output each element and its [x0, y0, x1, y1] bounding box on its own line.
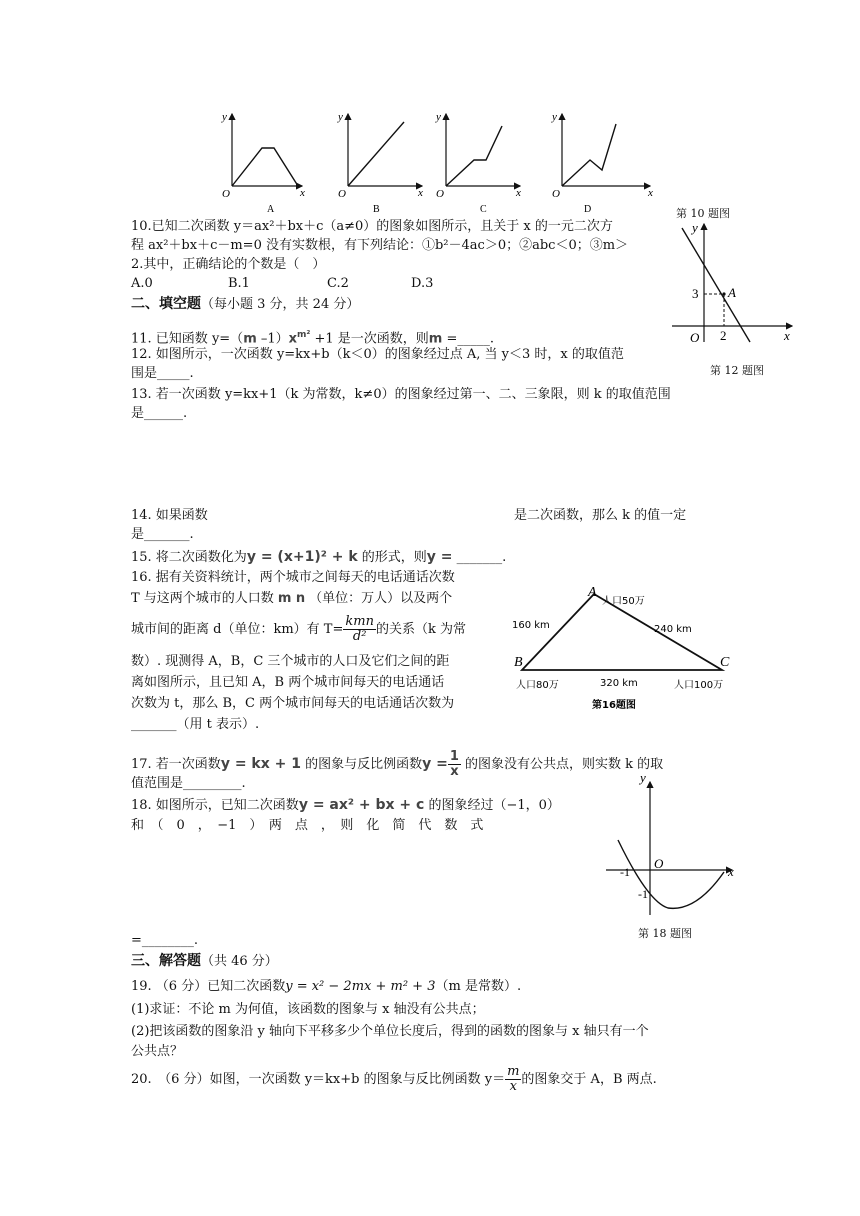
origin-label: O: [436, 188, 444, 200]
q13-line2: 是______.: [131, 406, 188, 421]
vertex-b-label: B: [514, 655, 523, 670]
option-graph-c: [435, 111, 521, 215]
x-axis-label: x: [784, 328, 790, 343]
q17-denominator: x: [450, 764, 459, 779]
y-intercept-label: -1: [638, 887, 648, 901]
distance-ac-label: 240 km: [654, 624, 692, 635]
vertex-c-label: C: [720, 655, 730, 670]
x-axis-label: x: [648, 187, 653, 199]
q16-line3a: 城市间的距离 d（单位：km）有 T=: [131, 622, 344, 637]
section2-title: 二、填空题: [131, 296, 201, 312]
q16-line2: [131, 591, 452, 607]
tick-label-3: 3: [692, 286, 699, 301]
q17-formula1: y = kx + 1: [220, 756, 301, 772]
q20-pre: 20. （6 分）如图，一次函数 y＝kx+b 的图象与反比例函数 y＝: [131, 1072, 506, 1087]
y-axis-label: y: [338, 111, 343, 123]
q10-choice-d: D.3: [411, 276, 434, 291]
q19-line1a: 19. （6 分）已知二次函数: [131, 979, 286, 994]
q17-post: 的图象没有公共点，则实数 k 的取: [460, 757, 664, 772]
x-axis-label: x: [516, 187, 521, 199]
q17-mid: 的图象与反比例函数: [300, 757, 423, 772]
q10-line3: 2.其中，正确结论的个数是（ ）: [131, 257, 326, 272]
origin-label: O: [690, 330, 700, 345]
q10-line1: 10.已知二次函数 y＝ax²＋bx＋c（a≠0）的图象如图所示，且关于 x 的一元二次方: [131, 219, 613, 234]
fig18-caption: 第 18 题图: [638, 927, 692, 940]
option-label-c: C: [480, 204, 487, 215]
q12-line1: 12. 如图所示，一次函数 y=kx+b（k＜0）的图象经过点 A, 当 y＜3 时，x 的取值范: [131, 347, 624, 362]
q16-denominator: d²: [352, 629, 367, 644]
y-axis-label: y: [552, 111, 557, 123]
q19-formula: y = x² − 2mx + m² + 3: [285, 979, 436, 994]
q16-mn: m n: [277, 591, 306, 606]
q11-m-answer: m: [428, 331, 443, 347]
x-axis-label: x: [418, 187, 423, 199]
q18-line1: [131, 797, 560, 814]
q16-line2b: （单位：万人）以及两个: [309, 591, 453, 606]
pop-a-label: 人口50万: [602, 596, 645, 607]
fig16-caption: 第16题图: [592, 700, 636, 711]
q19-line3: (2)把该函数的图象沿 y 轴向下平移多少个单位长度后，得到的函数的图象与 x 轴只有一个: [131, 1024, 649, 1039]
q17-numerator: 1: [449, 749, 459, 764]
q11-m: m: [243, 331, 257, 347]
q16-line7: _______（用 t 表示）.: [131, 717, 260, 732]
option-graph-b: [337, 111, 423, 215]
q18-line3: =________.: [131, 933, 199, 948]
y-axis-label: y: [692, 220, 698, 235]
option-graphs: [210, 104, 670, 216]
vertex-a-label: A: [588, 585, 597, 600]
q11: [131, 327, 494, 347]
y-axis-label: y: [222, 111, 227, 123]
q18-post: 的图象经过（−1，0）: [424, 798, 560, 813]
q19-line1b: （m 是常数）.: [435, 979, 522, 994]
q17-pre: 17. 若一次函数: [131, 757, 221, 772]
q11-x: x: [288, 331, 298, 347]
q18-pre: 18. 如图所示，已知二次函数: [131, 798, 299, 813]
q17-line1: [131, 750, 663, 779]
q20-post: 的图象交于 A，B 两点.: [521, 1072, 657, 1087]
q16-line3: [131, 612, 466, 648]
point-a-label: A: [728, 285, 736, 300]
origin-label: O: [338, 188, 346, 200]
q17-fraction: [448, 750, 461, 779]
q15-end: _______.: [452, 550, 507, 565]
q10-line2: 程 ax²＋bx＋c－m=0 没有实数根，有下列结论：①b²－4ac＞0；②abc＜0；③m＞: [131, 238, 629, 253]
q13-line1: 13. 若一次函数 y=kx+1（k 为常数，k≠0）的图象经过第一、二、三象限，则 k 的取值范围: [131, 387, 671, 402]
q20: [131, 1062, 657, 1098]
option-graph-a: [221, 111, 305, 215]
pop-c-label: 人口100万: [674, 680, 724, 691]
y-axis-label: y: [436, 111, 441, 123]
fig10-caption: 第 10 题图: [676, 207, 730, 220]
q11-pre: 11. 已知函数 y=（: [131, 331, 244, 347]
distance-ab-label: 160 km: [512, 620, 550, 631]
q16-line1: 16. 据有关资料统计，两个城市之间每天的电话通话次数: [131, 570, 455, 585]
q19-line2: (1)求证：不论 m 为何值，该函数的图象与 x 轴没有公共点；: [131, 1002, 485, 1017]
q15-pre: 15. 将二次函数化为: [131, 550, 247, 565]
q17-line2: 值范围是_________.: [131, 776, 246, 791]
origin-label: O: [552, 188, 560, 200]
option-graph-d: [551, 111, 653, 215]
tick-label-2: 2: [720, 328, 727, 343]
q10-choice-c: C.2: [327, 276, 349, 291]
section2-heading: [131, 296, 359, 313]
q15: [131, 549, 506, 566]
fig18-graph: [600, 770, 745, 920]
q14-left: 14. 如果函数: [131, 508, 208, 523]
q20-fraction: [505, 1065, 521, 1094]
q20-denominator: x: [509, 1079, 517, 1094]
q16-numerator: kmn: [345, 614, 374, 629]
q14-right: 是二次函数，那么 k 的值一定: [514, 508, 687, 523]
origin-label: O: [654, 856, 664, 871]
q17-formula2-y: y =: [422, 756, 448, 772]
q15-mid: 的形式，则: [357, 550, 427, 565]
q16-line3b: 的关系（k 为常: [375, 622, 466, 637]
q16-line5: 离如图所示，且已知 A，B 两个城市间每天的电话通话: [131, 675, 445, 690]
fig12-caption: 第 12 题图: [710, 364, 764, 377]
q19-line4: 公共点？: [131, 1044, 184, 1059]
q10-choice-b: B.1: [228, 276, 250, 291]
q16-line6: 次数为 t，那么 B，C 两个城市间每天的电话通话次数为: [131, 696, 455, 711]
fig16-triangle: [508, 584, 738, 714]
option-label-d: D: [584, 204, 592, 215]
q18-line2: 和 （ 0 ， −1 ） 两 点 ， 则 化 简 代 数 式: [131, 818, 484, 833]
distance-bc-label: 320 km: [600, 678, 638, 689]
q11-post: +1 是一次函数，则: [310, 331, 429, 347]
q20-numerator: m: [507, 1064, 520, 1079]
q11-exponent: m²: [297, 330, 311, 340]
option-label-a: A: [267, 204, 275, 215]
q16-line2a: T 与这两个城市的人口数: [131, 591, 274, 606]
q16-line4: 数）. 现测得 A，B，C 三个城市的人口及它们之间的距: [131, 654, 450, 669]
x-axis-label: x: [300, 187, 305, 199]
fig12-graph: [668, 218, 798, 348]
section2-subtitle: （每小题 3 分，共 24 分）: [201, 297, 360, 312]
q12-line2: 围是_____.: [131, 366, 194, 381]
q14-line2: 是_______.: [131, 527, 194, 542]
q11-mid: –1）: [256, 331, 289, 347]
y-axis-label: y: [640, 770, 646, 785]
origin-label: O: [222, 188, 230, 200]
q18-formula: y = ax² + bx + c: [298, 797, 425, 813]
q15-formula1: y = (x+1)² + k: [246, 549, 358, 565]
q11-end: =_____.: [442, 331, 495, 347]
q15-formula2: y =: [426, 549, 453, 565]
x-intercept-label: -1: [620, 865, 630, 879]
section3-title: 三、解答题: [131, 953, 201, 969]
option-label-b: B: [373, 204, 380, 215]
q10-choice-a: A.0: [131, 276, 153, 291]
section3-subtitle: （共 46 分）: [201, 954, 278, 969]
pop-b-label: 人口80万: [516, 680, 559, 691]
q19-line1: [131, 979, 521, 995]
section3-heading: [131, 953, 278, 970]
q16-fraction: [343, 615, 376, 644]
x-axis-label: x: [728, 864, 734, 879]
